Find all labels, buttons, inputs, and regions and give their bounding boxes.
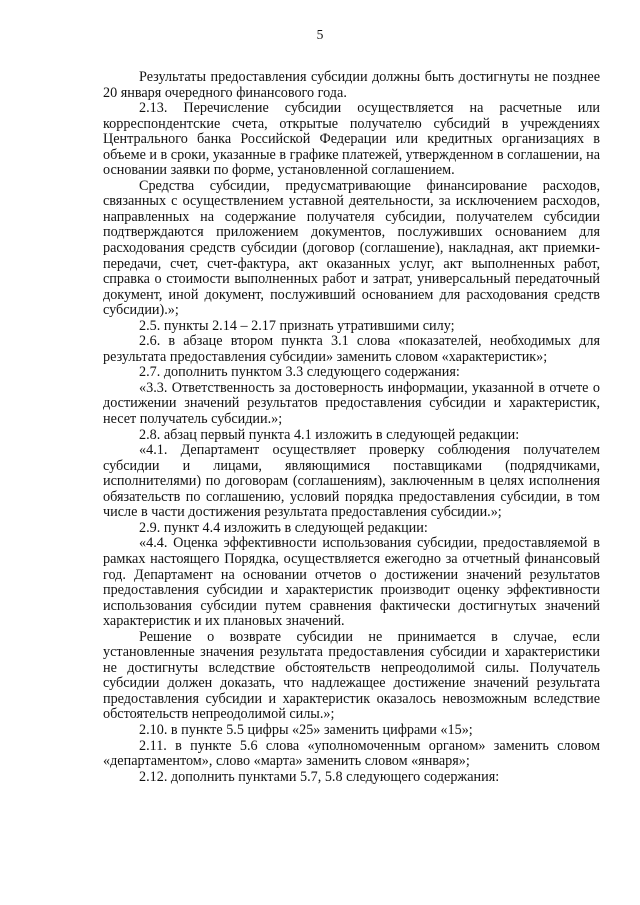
paragraph-2-9: 2.9. пункт 4.4 изложить в следующей редакции: — [139, 519, 428, 536]
paragraph-2-12: 2.12. дополнить пунктами 5.7, 5.8 следующего содержания: — [139, 768, 500, 785]
paragraph-3-3: «3.3. Ответственность за достоверность информации, указанной в отчете о достижении значений результатов предоставления субсидии и характеристик, несет получатель субсидии.»; — [103, 379, 600, 428]
paragraph-2-13: 2.13. Перечисление субсидии осуществляется на расчетные или корреспондентские счета, открытые получателю субсидий в учреждениях Центрального банка Российской Федерации или кредитных организациях в объеме и в сроки, указанные в графике платежей, утвержденном в соглашении, на основании заявки по форме, установленной соглашением. — [103, 100, 600, 179]
paragraph-result-deadline: Результаты предоставления субсидии должны быть достигнуты не позднее 20 января очередного финансового года. — [103, 69, 600, 101]
page-number: 5 — [316, 27, 324, 42]
paragraph-2-11: 2.11. в пункте 5.6 слова «уполномоченным органом» заменить словом «департаментом», слово «марта» заменить словом «января»; — [103, 737, 600, 770]
paragraph-2-5: 2.5. пункты 2.14 – 2.17 признать утратившими силу; — [139, 317, 455, 334]
paragraph-2-10: 2.10. в пункте 5.5 цифры «25» заменить цифрами «15»; — [139, 721, 473, 738]
document-body — [103, 70, 600, 785]
paragraph-2-7: 2.7. дополнить пунктом 3.3 следующего содержания: — [139, 364, 460, 381]
paragraph-2-6: 2.6. в абзаце втором пункта 3.1 слова «показателей, необходимых для результата предоставления субсидии» заменить словом «характеристик»; — [103, 333, 600, 365]
paragraph-4-1: «4.1. Департамент осуществляет проверку соблюдения получателем субсидии и лицами, являющимися поставщиками (подрядчиками, исполнителями) по договорам (соглашениям), заключенным в целях исполнения обязательств по соглашению, условий порядка предоставления субсидии, в том числе в части достижения результата предоставления субсидии.»; — [103, 442, 600, 521]
paragraph-2-8: 2.8. абзац первый пункта 4.1 изложить в следующей редакции: — [139, 426, 520, 443]
paragraph-4-4: «4.4. Оценка эффективности использования субсидии, предоставляемой в рамках настоящего Порядка, осуществляется ежегодно за отчетный финансовый год. Департамент на основании отчетов о достижении значений результатов предоставления субсидии и характеристик производит оценку эффективности использования субсидии путем сравнения фактически достигнутых значений характеристик и их плановых значений. — [103, 535, 600, 630]
paragraph-subsidy-funds: Средства субсидии, предусматривающие финансирование расходов, связанных с осуществлением уставной деятельности, за исключением расходов, направленных на содержание получателя субсидии, получателем субсидии подтверждаются приложением документов, послуживших основанием для расходования средств субсидии (договор (соглашение), накладная, акт приемки-передачи, счет, счет-фактура, акт оказанных услуг, акт выполненных работ, справка о стоимости выполненных работ и затрат, универсальный передаточный документ, иной документ, послуживший основанием для расходования средств субсидии).»; — [103, 177, 600, 319]
paragraph-refund-decision: Решение о возврате субсидии не принимается в случае, если установленные значения результата предоставления субсидии и характеристики не достигнуты вследствие обстоятельств непреодолимой силы. Получатель субсидии должен доказать, что надлежащее достижение значений результата предоставления субсидии и характеристик оказалось невозможным вследствие обстоятельств непреодолимой силы.»; — [103, 628, 600, 723]
